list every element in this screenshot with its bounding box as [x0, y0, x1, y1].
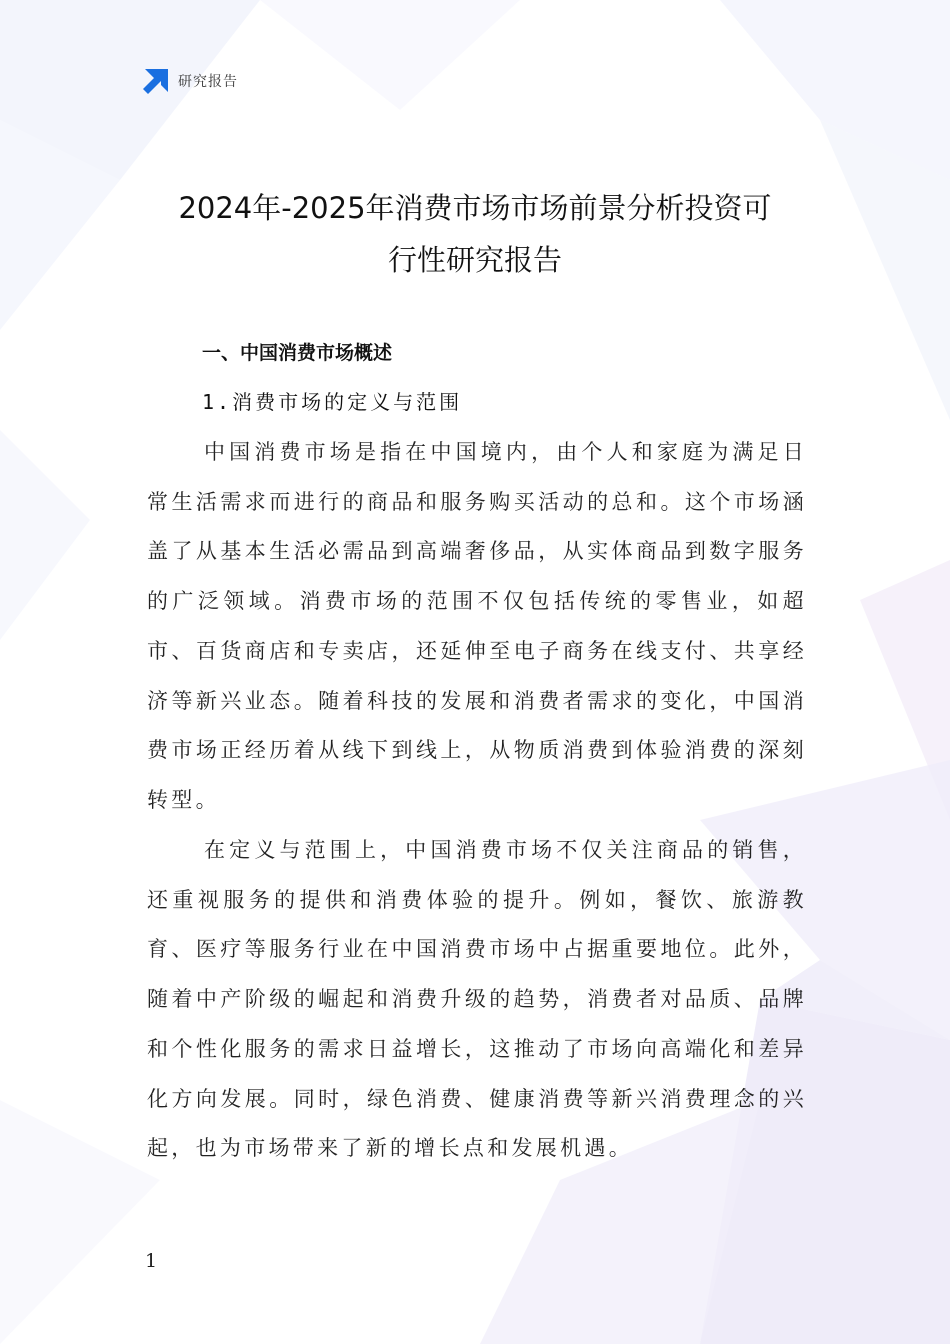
subsection-heading: 1.消费市场的定义与范围	[202, 390, 463, 414]
body-paragraph-2: 在定义与范围上，中国消费市场不仅关注商品的销售，还重视服务的提供和消费体验的提升。例如，餐饮、旅游教育、医疗等服务行业在中国消费市场中占据重要地位。此外，随着中产阶级的崛起和消费升级的趋势，消费者对品质、品牌和个性化服务的需求日益增长，这推动了市场向高端化和差异化方向发展。同时，绿色消费、健康消费等新兴消费理念的兴起，也为市场带来了新的增长点和发展机遇。	[147, 838, 807, 1161]
report-header	[143, 68, 238, 94]
body-paragraph-1: 中国消费市场是指在中国境内，由个人和家庭为满足日常生活需求而进行的商品和服务购买活动的总和。这个市场涵盖了从基本生活必需品到高端奢侈品，从实体商品到数字服务的广泛领域。消费市场的范围不仅包括传统的零售业，如超市、百货商店和专卖店，还延伸至电子商务在线支付、共享经济等新兴业态。随着科技的发展和消费者需求的变化，中国消费市场正经历着从线下到线上，从物质消费到体验消费的深刻转型。	[147, 440, 807, 812]
title-line-1: 2024年-2025年消费市场市场前景分析投资可	[178, 191, 772, 225]
header-label: 研究报告	[178, 74, 238, 90]
title-line-2: 行性研究报告	[387, 243, 562, 277]
section-heading: 一、中国消费市场概述	[202, 342, 393, 364]
page-number: 1	[145, 1250, 158, 1272]
arrow-up-right-icon	[143, 68, 169, 94]
document-title	[140, 182, 810, 286]
